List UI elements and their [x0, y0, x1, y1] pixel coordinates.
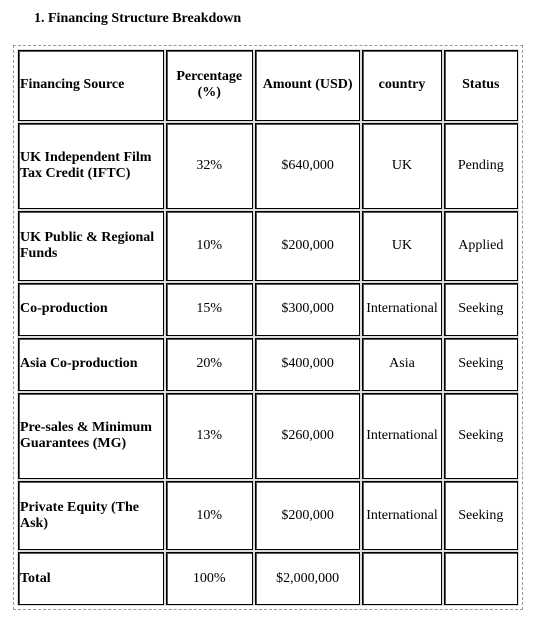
table-row — [18, 211, 518, 281]
cell-country: UK — [362, 211, 441, 281]
cell-country: International — [362, 283, 441, 336]
table-row — [18, 338, 518, 392]
table-row — [18, 481, 518, 550]
cell-source: Pre-sales & Minimum Guarantees (MG) — [18, 393, 164, 479]
header-financing-source: Financing Source — [18, 50, 164, 121]
cell-percentage: 20% — [166, 338, 253, 392]
header-country: country — [362, 50, 441, 121]
cell-percentage: 10% — [166, 481, 253, 550]
cell-percentage: 15% — [166, 283, 253, 336]
cell-status: Pending — [444, 123, 518, 209]
cell-source: Co-production — [18, 283, 164, 336]
cell-status: Applied — [444, 211, 518, 281]
cell-status: Seeking — [444, 481, 518, 550]
table-total-row — [18, 552, 518, 605]
cell-amount: $300,000 — [255, 283, 360, 336]
cell-source: Asia Co-production — [18, 338, 164, 392]
cell-status: Seeking — [444, 338, 518, 392]
financing-table-container — [13, 45, 523, 610]
cell-percentage: 13% — [166, 393, 253, 479]
cell-percentage: 32% — [166, 123, 253, 209]
section-heading: 1. Financing Structure Breakdown — [34, 11, 242, 26]
cell-country: International — [362, 481, 441, 550]
cell-total-label: Total — [18, 552, 164, 605]
cell-total-status — [444, 552, 518, 605]
financing-table — [16, 48, 520, 607]
cell-total-percentage: 100% — [166, 552, 253, 605]
cell-amount: $640,000 — [255, 123, 360, 209]
cell-source: UK Independent Film Tax Credit (IFTC) — [18, 123, 164, 209]
table-row — [18, 283, 518, 336]
cell-amount: $200,000 — [255, 211, 360, 281]
header-amount: Amount (USD) — [255, 50, 360, 121]
cell-percentage: 10% — [166, 211, 253, 281]
cell-total-amount: $2,000,000 — [255, 552, 360, 605]
cell-country: UK — [362, 123, 441, 209]
cell-status: Seeking — [444, 393, 518, 479]
cell-source: Private Equity (The Ask) — [18, 481, 164, 550]
cell-country: International — [362, 393, 441, 479]
cell-amount: $400,000 — [255, 338, 360, 392]
table-row — [18, 123, 518, 209]
cell-amount: $200,000 — [255, 481, 360, 550]
cell-source: UK Public & Regional Funds — [18, 211, 164, 281]
cell-amount: $260,000 — [255, 393, 360, 479]
table-header-row — [18, 50, 518, 121]
table-row — [18, 393, 518, 479]
cell-status: Seeking — [444, 283, 518, 336]
header-status: Status — [444, 50, 518, 121]
cell-country: Asia — [362, 338, 441, 392]
header-percentage: Percentage (%) — [166, 50, 253, 121]
cell-total-country — [362, 552, 441, 605]
